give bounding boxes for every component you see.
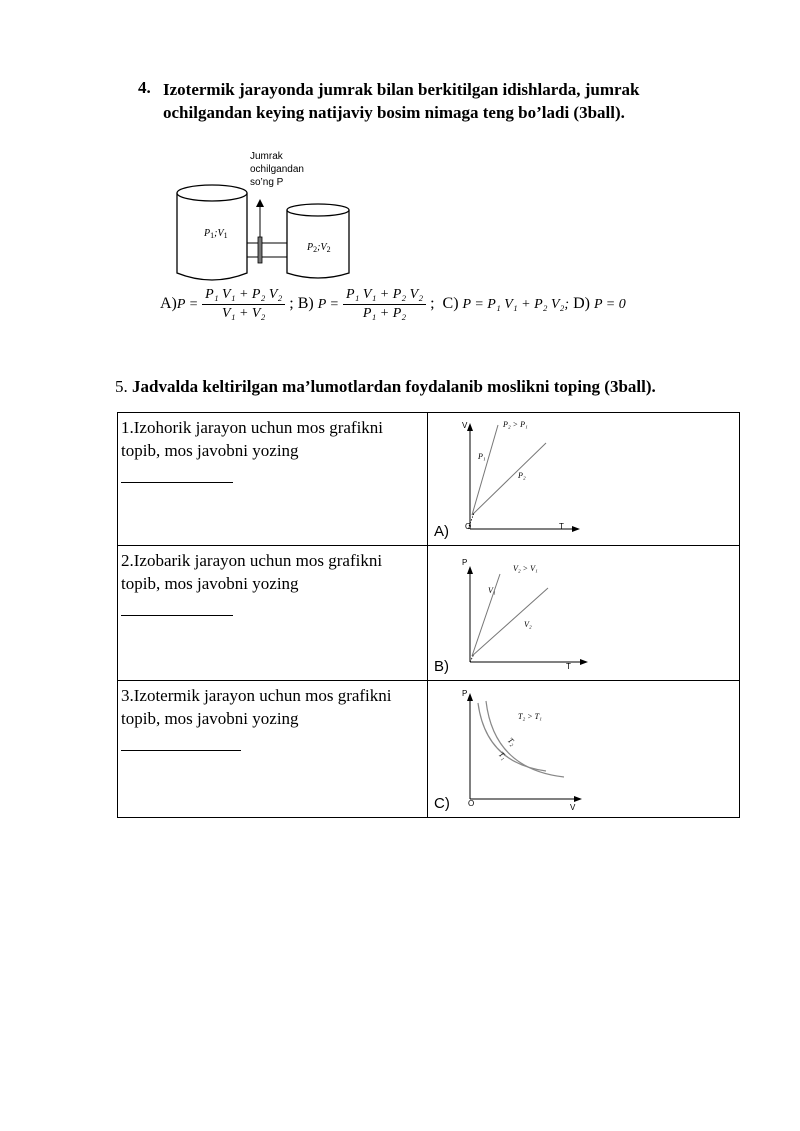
option-b-numerator: P₁ V₁ + P₂ V₂ bbox=[343, 287, 426, 305]
answer-options bbox=[160, 287, 626, 322]
option-a-denominator: V₁ + V₂ bbox=[222, 306, 266, 321]
graph-a-line-1-label: P₁ bbox=[478, 452, 486, 461]
table-row bbox=[118, 546, 740, 681]
graph-b-letter: B) bbox=[434, 658, 449, 675]
graph-b-x-label: T bbox=[566, 662, 571, 671]
graph-b-relation: V₂ > V₁ bbox=[513, 564, 538, 573]
option-d-expression: P = 0 bbox=[593, 297, 626, 313]
graph-a-line-2-label: P₂ bbox=[518, 471, 526, 480]
table-row bbox=[118, 681, 740, 818]
option-b-letter: B) bbox=[297, 295, 314, 313]
question-4-number: 4. bbox=[138, 78, 151, 97]
row-2-answer-blank[interactable] bbox=[121, 595, 233, 616]
graph-a-y-label: V bbox=[462, 421, 468, 430]
graph-c-letter: C) bbox=[434, 795, 450, 812]
graph-a-origin-label: O bbox=[465, 522, 472, 531]
row-1-answer-blank[interactable] bbox=[121, 462, 233, 483]
graph-c-curve-1-label: T₁ bbox=[496, 749, 509, 762]
table-row bbox=[118, 413, 740, 546]
option-a-letter: A) bbox=[160, 295, 177, 313]
valve-arrow-head bbox=[256, 199, 264, 207]
graph-cell bbox=[428, 413, 740, 546]
vessel-1-top bbox=[177, 185, 247, 201]
graph-c-origin-label: O bbox=[468, 799, 475, 808]
option-d-letter: D) bbox=[573, 295, 590, 313]
graph-b-y-label: P bbox=[462, 558, 468, 567]
option-c-letter: C) bbox=[442, 295, 459, 313]
graph-c-relation: T₂ > T₁ bbox=[518, 712, 542, 721]
option-c-expression: P = P₁ V₁ + P₂ V₂; bbox=[462, 297, 570, 313]
graph-b bbox=[428, 546, 739, 679]
valve bbox=[258, 237, 262, 263]
question-5-heading bbox=[115, 377, 656, 397]
option-a-numerator: P₁ V₁ + P₂ V₂ bbox=[202, 287, 285, 305]
option-b-lhs: P = bbox=[317, 297, 339, 313]
row-2-prompt: 2.Izobarik jarayon uchun mos grafikni topib, mos javobni yozing bbox=[121, 551, 383, 593]
graph-c bbox=[428, 681, 739, 816]
graph-c-curve-2-label: T₂ bbox=[505, 735, 518, 748]
question-5-number: 5. bbox=[115, 377, 128, 396]
valve-label bbox=[250, 150, 304, 189]
row-3-prompt: 3.Izotermik jarayon uchun mos grafikni topib, mos javobni yozing bbox=[121, 686, 392, 728]
valve-label-line-2: ochilgandan bbox=[250, 164, 304, 175]
question-5-text: Jadvalda keltirilgan ma’lumotlardan foydalanib moslikni toping (3ball). bbox=[132, 377, 656, 396]
option-separator-1: ; bbox=[289, 295, 294, 313]
option-b-denominator: P₁ + P₂ bbox=[362, 306, 407, 321]
graph-b-line-1-label: V₁ bbox=[488, 586, 496, 595]
vessel-2-top bbox=[287, 204, 349, 216]
option-a-lhs: P = bbox=[176, 297, 199, 313]
prompt-cell bbox=[118, 413, 428, 546]
prompt-cell bbox=[118, 546, 428, 681]
graph-a-x-label: T bbox=[559, 522, 564, 531]
valve-label-line-1: Jumrak bbox=[250, 151, 283, 162]
row-3-answer-blank[interactable] bbox=[121, 730, 241, 751]
graph-a-line-1 bbox=[472, 425, 498, 515]
graph-b-line-2-label: V₂ bbox=[524, 620, 532, 629]
graph-cell bbox=[428, 681, 740, 818]
graph-a-letter: A) bbox=[434, 523, 449, 540]
row-1-prompt: 1.Izohorik jarayon uchun mos grafikni topib, mos javobni yozing bbox=[121, 418, 384, 460]
vessel-1-label: $P_1;V_1$ bbox=[204, 228, 228, 240]
graph-c-x-label: V bbox=[570, 803, 576, 812]
option-a-fraction bbox=[202, 287, 285, 322]
option-separator-2: ; bbox=[430, 295, 435, 313]
question-4-text: Izotermik jarayonda jumrak bilan berkitilgan idishlarda, jumrak ochilgandan keying natijaviy bosim nimaga teng bo’ladi (3ball). bbox=[163, 80, 640, 122]
option-b-fraction bbox=[343, 287, 426, 322]
prompt-cell bbox=[118, 681, 428, 818]
matching-table bbox=[117, 412, 740, 818]
graph-c-y-label: P bbox=[462, 689, 468, 698]
graph-cell bbox=[428, 546, 740, 681]
graph-a bbox=[428, 413, 739, 544]
vessel-2-label: $P_2;V_2$ bbox=[307, 242, 331, 254]
graph-a-relation: P₂ > P₁ bbox=[503, 420, 528, 429]
valve-label-line-3: so’ng P bbox=[250, 177, 284, 188]
